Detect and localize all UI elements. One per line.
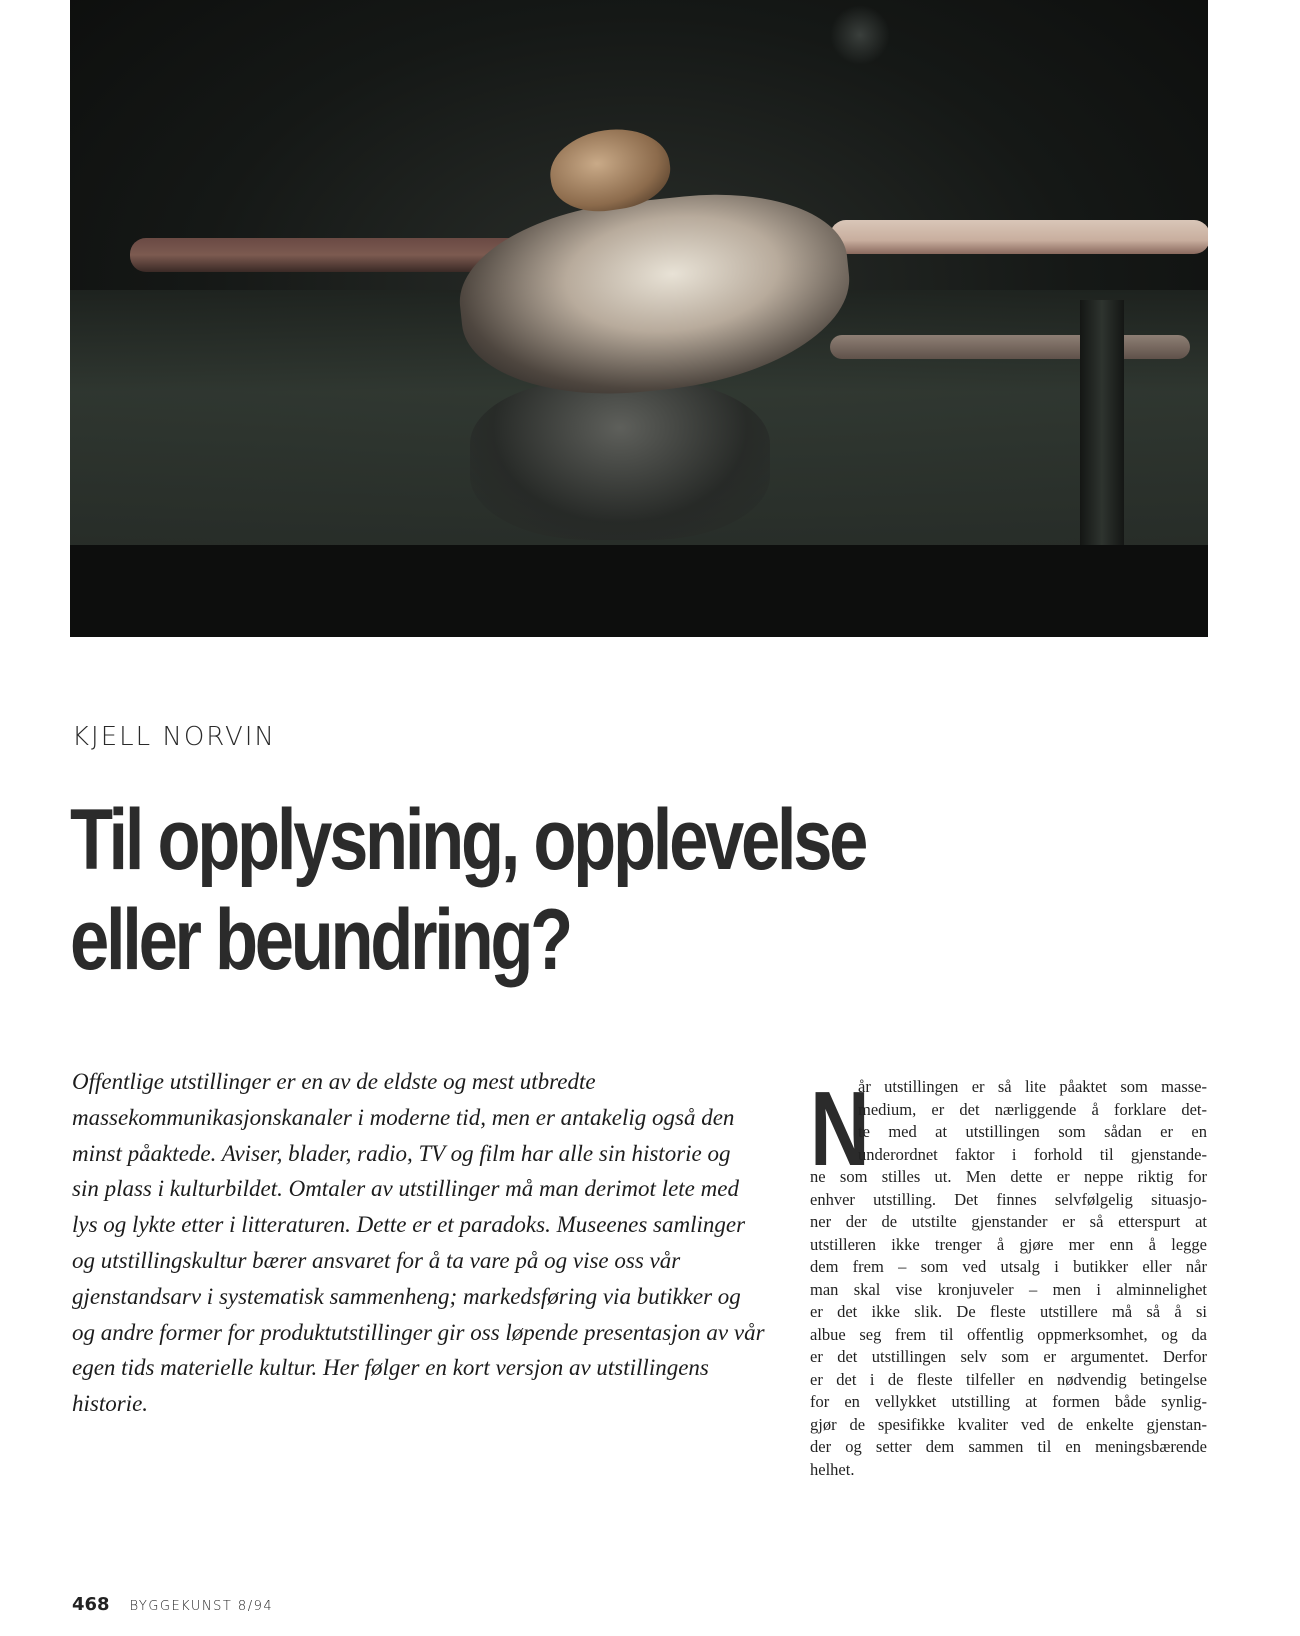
body-line: dem frem – som ved utsalg i butikker eller når (810, 1257, 1207, 1276)
body-line: er det i de fleste tilfeller en nødvendig betingelse (810, 1369, 1207, 1389)
body-line: gjør de spesifikke kvaliter ved de enkelte gjenstan- (810, 1414, 1207, 1434)
article-headline (70, 790, 865, 990)
body-line: medium, er det nærliggende å forklare det- (858, 1099, 1207, 1119)
page-number: 468 (72, 1594, 110, 1615)
cross-beam-reflection (830, 335, 1190, 359)
body-line: for en vellykket utstilling at formen både synlig- (810, 1392, 1207, 1411)
lead-line: egen tids materielle kultur. Her følger en kort versjon av utstillingens (72, 1355, 709, 1381)
author-byline: KJELL NORVIN (72, 722, 276, 752)
body-line: albue seg frem til offentlig oppmerksomhet, og da (810, 1324, 1207, 1344)
body-line: er det utstillingen selv som er argumentet. Derfor (810, 1347, 1207, 1366)
page-footer (72, 1594, 273, 1615)
lead-line: sin plass i kulturbildet. Omtaler av utstillinger må man derimot lete med (72, 1176, 739, 1202)
body-line: enhver utstilling. Det finnes selvfølgelig situasjo- (810, 1189, 1207, 1209)
body-line: der og setter dem sammen til en meningsbærende (810, 1437, 1207, 1456)
lead-line: og andre former for produktutstillinger gir oss løpende presentasjon av vår (72, 1319, 765, 1345)
body-column (810, 1070, 1207, 1481)
cross-beam-right (830, 220, 1208, 254)
lead-line: lys og lykte etter i litteraturen. Dette er et paradoks. Museenes samlinger (72, 1212, 746, 1238)
drop-cap: N (810, 1070, 870, 1188)
headline-line: eller beundring? (70, 892, 570, 988)
cross-post (1080, 300, 1124, 545)
article-photo (70, 0, 1208, 637)
body-line: man skal vise kronjuveler – men i alminnelighet (810, 1279, 1207, 1299)
body-line: ner der de utstilte gjenstander er så etterspurt at (810, 1212, 1207, 1231)
photo-base (70, 545, 1208, 637)
body-line: te med at utstillingen som sådan er en (858, 1122, 1207, 1141)
headline-line: Til opplysning, opplevelse (70, 792, 866, 888)
body-line: er det ikke slik. De fleste utstillere må så å si (810, 1302, 1207, 1321)
body-line: ne som stilles ut. Men dette er neppe riktig for (810, 1167, 1207, 1186)
magazine-issue: BYGGEKUNST 8/94 (129, 1599, 274, 1614)
lead-line: minst påaktede. Aviser, blader, radio, TV og film har alle sin historie og (72, 1140, 731, 1166)
lead-paragraph (72, 1064, 772, 1422)
body-line: underordnet faktor i forhold til gjenstande- (858, 1144, 1207, 1164)
lead-line: historie. (72, 1391, 149, 1417)
lead-line: Offentlige utstillinger er en av de eldste og mest utbredte (72, 1069, 596, 1094)
photo-smudge (830, 5, 890, 65)
figure-reflection (470, 380, 770, 540)
body-line: utstilleren ikke trenger å gjøre mer enn å legge (810, 1234, 1207, 1254)
lead-line: massekommunikasjonskanaler i moderne tid, men er antakelig også den (72, 1104, 735, 1130)
lead-line: og utstillingskultur bærer ansvaret for å ta vare på og vise oss vår (72, 1247, 681, 1273)
body-line: helhet. (810, 1459, 855, 1479)
lead-line: gjenstandsarv i systematisk sammenheng; markedsføring via butikker og (72, 1283, 741, 1309)
body-line: år utstillingen er så lite påaktet som masse- (858, 1077, 1207, 1096)
